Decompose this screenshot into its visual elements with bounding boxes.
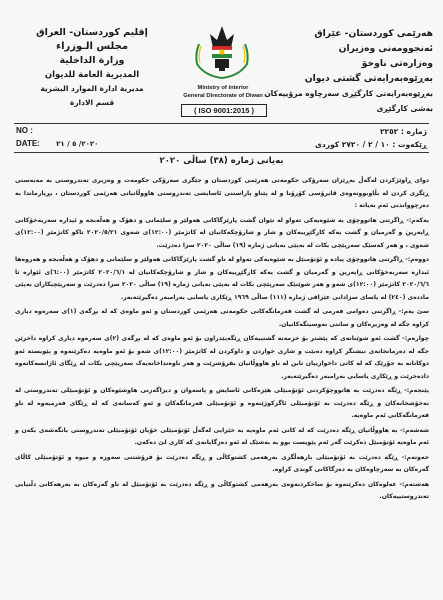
date-row: [16, 139, 98, 148]
clause-6-text: بە هاووڵاتیان ڕێگە دەدرێت کە لە کاتی ئەم ماوەیە بە خێرایی لەگەڵ ئۆتۆمبێلی خۆیان ئۆتۆمبێلی تەندروستی بانگەشەی بکەن و ئەم ماوەیە ئۆتۆمبێل دەکرێت گەر ئەم پێویست بوو بە بەشێک لە ئەو دەزگایانەی کە کاری لێ دەکەن.: [15, 426, 429, 446]
header-kurdish: [263, 26, 433, 116]
header-left-line-4: المديرية العامة للديوان: [44, 70, 140, 80]
directorate-name-en: General Directorate of Diwan: [183, 93, 263, 99]
clause-4: [15, 333, 429, 383]
kurdish-date: ڕێکەوت : ١٠ / ٢ / ٢٧٢٠ کوردی: [315, 140, 427, 149]
clause-7-label: حەوتەم:-: [401, 453, 429, 461]
clause-6-label: شەشەم:-: [400, 426, 430, 434]
clause-7-text: ڕێگە دەدرێت بە ئۆتۆمبێلی بارهەڵگری بەرهەمی کشتوکاڵی و ڕێگە دەدرێت بۆ فرۆشتنی سەوزە و میوە و ئۆتۆمبێلی کاڵای گەرەکان بە سەرچاوەکان بە دەزگاکانی گوندی کراوە.: [15, 453, 429, 473]
statement-intro: دوای ڕاوێژکردن لەگەڵ بەڕێزان سەرۆکی حکومەتی هەرێمی کوردستان و جێگری سەرۆکی حکومەت و وەزیری تەندروستی بە مەبەستی ڕێگری کردن لە بڵاوبوونەوەی ڤایرۆسی کۆرۆنا و لە پێناو پاراستنی ئاسایشی تەندروستی هاووڵاتیانی هەرێمی کوردستان ، بڕیارماندا بە دەرچوواندنی ئەم بەیانە :: [15, 177, 429, 209]
kurdistan-emblem-icon: [185, 22, 260, 80]
clause-3: [15, 306, 429, 331]
clause-4-label: چوارەم:-: [402, 335, 430, 342]
clause-8: [15, 479, 429, 504]
ministry-name-en: Ministry of interior: [197, 85, 249, 91]
clause-2-text: ڕاگرتنی هاتووچۆی پیادە و ئۆتۆمبێل بە شێوەیەکی تەواو لە ناو گشت پارێزگاکانی هەولێر و سلێمانی و دهۆک و هەڵەبجە و هەروەها ئیدارە سەربەخۆکانی ڕاپەرین و گەرمیان و گشت یەکە کارگێڕییەکان و شار و شارۆچکەکانیان لە ٢٠٢٠/٦/١ کاتژمێر (٦:٠٠)ی ئێوارە تا ٢٠٢٠/٦/٦ کاتژمێر (١٢:٠٠)ی شەو و هەر شوێنێک سەرپێچی بکات لە بەپێی بەیانی ژمارە (١٩) ساڵی ٢٠٢٠ سزا دەدرێت و سەرپێچیکاران بەپێی ماددەی (٢٤٠) لە یاسای سزادانی عێراقی ژمارە (١١١) ساڵی ١٩٦٩ ڕێکاری یاسایی بەرامبەر دەگیرێتەبەر.: [15, 256, 429, 301]
header-left-line-2: مجلس الـوزراء: [55, 41, 129, 52]
meta-divider: [14, 152, 429, 153]
clause-1: [15, 215, 429, 253]
header-right-line-3: وەزارەتی ناوخۆ: [361, 58, 433, 69]
header-left-line-3: وزارة الداخلية: [59, 55, 125, 66]
header-left-line-1: إقليم كوردستان- العراق: [36, 27, 148, 38]
document-number: ژمارە : ٢٢٥٢: [379, 127, 427, 136]
clause-5: [15, 385, 429, 423]
date-label: DATE:: [16, 139, 40, 148]
clause-1-text: ڕاگرتنی هاتووچۆی بە شێوەیەکی تەواو لە نێوان گشت پارێزگاکانی هەولێر و سلێمانی و دهۆک و هەڵەبجە و ئیدارە سەربەخۆکانی ڕاپەرین و گەرمیان و گشت یەکە کارگێڕییەکان و شار و شارۆچکەکانیان لە کاتژمێر (١٢:٠٠)ی شەوی ٢٠٢٠/٥/٢١ تاکو کاتژمێر (١٢:٠٠)ی شەوی ، و هەر کەسێک سەرپێچی بکات لە بەپێی بەیانی ژمارە (١٩) ساڵی ٢٠٢٠ سزا دەدرێت.: [15, 216, 430, 249]
header-left-line-6: قسم الادارة: [69, 98, 115, 107]
clause-2: [15, 254, 429, 304]
header-divider: [14, 123, 429, 124]
clause-8-text: عەلوەکان دەکرێنەوە بۆ ساحکردنەوەی بەرهەمی کشتوکاڵی و ڕێگە دەدرێت بە ئۆتۆمبێل لە ناو گەرەکان بە بەرهەکانی دڵنیایی تەندروستییەکان.: [15, 480, 429, 500]
clause-4-text: گشت ئەو شوێنانەی کە پێشتر بۆ خزمەتە گشتییەکان ڕێگەپێدراون بۆ ئەو ماوەی کە لە بڕگەی (٢)ی سەرەوە دیاری کراوە داخرێن جگە لە دەرمانخانەی نیشتگر کراوە دەبێت و شاری خواردن و داوکردن لە کاتژمێر (١٢:٠٠)ی شەو بۆ ئەو ماوەیە دەکرێنەوە و پێویستە ئەو دوکانانە بە جۆرێک کە لە کاتی داخوازییان نابن لە ناو هاووڵاتیان بفرۆشرێت و هەر ناوەنداخانەیەک سەرپێچی بکات لە ڕێگای ئاژانسەکانەوە دادەخرێت و ڕێکاری یاسایی بەرامبەر دەگیرێتەبەر.: [15, 335, 429, 380]
clause-2-label: دووەم:-: [405, 256, 429, 263]
header-arabic: [12, 26, 172, 110]
clause-5-label: پێنجەم:-: [404, 387, 429, 394]
header-right-line-2: ئەنجوومەنی وەزیران: [338, 43, 433, 54]
header-right-line-1: هەرێمی کوردستان- عێراق: [314, 28, 433, 39]
iso-certification-box: ( ISO 9001:2015 ): [181, 104, 267, 117]
date-value: ٢٠٢٠/ ٥ / ٢١: [56, 140, 99, 148]
clause-3-label: سێ یەم:-: [398, 308, 430, 315]
clause-7: [15, 452, 429, 477]
clause-1-label: یەکەم:-: [406, 216, 429, 224]
ref-no-label: NO :: [16, 126, 33, 135]
clause-5-text: ڕێگە دەدرێت بە هاتووچۆکردنی ئۆتۆمبێلی هێزەکانی ئاسایش و پاسەوان و دیزاگەزنی هاوشێوەکان و ئۆتۆمبێلی تەندروستی لە نەخۆشخانەکان و ڕێگە دەدرێت بە ئۆتۆمبێلی ئاگرکوژێنەوە و ئۆتۆمبێلی فەرمانگەکان و ئەو کەسانەی کە لە ڕێگای فەرمیەوە لە ناو فەرمانگەکانی ئەم ماوەیە.: [15, 387, 429, 419]
clause-6: [15, 425, 429, 450]
header-right-line-5: بەڕێوەبەرایەتی کارگێڕی سەرچاوە مرۆییەکان: [264, 89, 433, 98]
header-right-line-4: بەڕێوەبەرایەتی گشتی دیوان: [304, 73, 433, 84]
statement-title: بەیانی ژمارە (٣٨) ساڵی ٢٠٢٠: [159, 156, 284, 166]
header-left-line-5: مديرية ادارة الموارد البشرية: [40, 84, 144, 93]
header-english: [168, 84, 278, 100]
header-right-line-6: بەشی کارگێڕی: [376, 104, 433, 113]
clause-3-text: ڕاگرتنی دەوامی فەرمی لە گشت فەرمانگەکانی حکومەتی هەرێمی کوردستان و ئەو ماوەی کە لە بڕگەی (١)ی سەرەوە دیاری کراوە جگە لە وەزیرەکان و سانتی نەوسیتگەکانیان.: [15, 308, 429, 328]
clause-8-label: هەشتەم:-: [399, 480, 429, 488]
statement-body: [15, 175, 429, 506]
